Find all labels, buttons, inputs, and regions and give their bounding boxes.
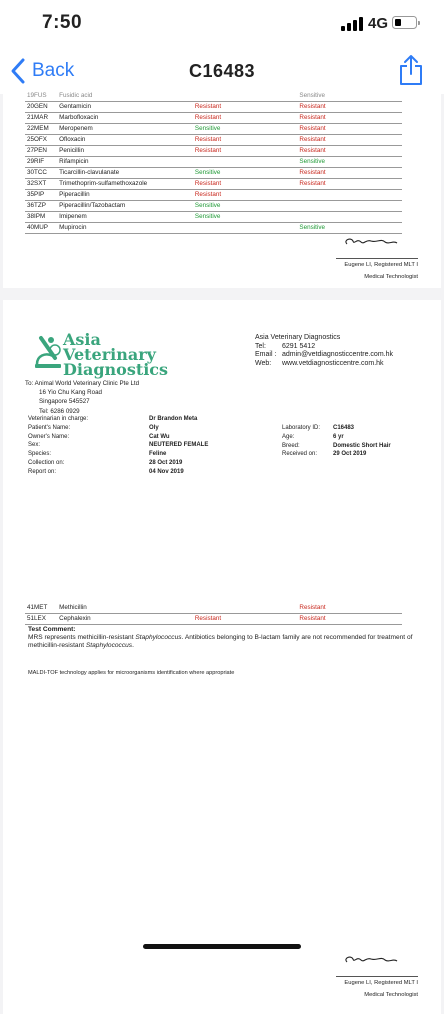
cell-name: Imipenem	[59, 213, 87, 220]
cell-code: 19FUS	[27, 92, 47, 99]
cell-name: Piperacillin/Tazobactam	[59, 202, 126, 209]
table-row	[25, 157, 402, 168]
document-viewer[interactable]	[0, 92, 444, 998]
info-row	[28, 468, 208, 477]
cell-code: 41MET	[27, 604, 48, 611]
cell-code: 22MEM	[27, 125, 49, 132]
table-row	[25, 201, 402, 212]
cell-code: 51LEX	[27, 615, 46, 622]
cell-r1: Resistant	[194, 180, 222, 187]
table-row	[25, 124, 402, 135]
cell-r2: Resistant	[299, 180, 326, 187]
cell-code: 35PIP	[27, 191, 45, 198]
signature-scribble-2	[341, 952, 401, 968]
cell-name: Trimethoprim-sulfamethoxazole	[59, 180, 148, 187]
cell-r1	[193, 91, 298, 102]
info-value: Dr Brandon Meta	[149, 416, 198, 422]
cell-r2: Resistant	[299, 136, 326, 143]
info-row	[28, 459, 208, 468]
signature-name: Eugene LI, Registered MLT I	[344, 262, 418, 268]
cell-r2	[297, 190, 402, 201]
table-row	[25, 223, 402, 234]
cell-name: Marbofloxacin	[59, 114, 99, 121]
signal-icon	[341, 17, 363, 31]
microscope-logo-icon	[33, 334, 63, 370]
status-bar	[0, 0, 444, 48]
info-label: Species:	[28, 451, 52, 458]
status-time: 7:50	[42, 12, 83, 33]
patient-info-left	[28, 415, 208, 477]
info-label: Breed:	[282, 442, 300, 449]
cell-code: 21MAR	[27, 114, 48, 121]
cell-r1: Sensitive	[194, 125, 221, 132]
table-row	[25, 135, 402, 146]
cell-name: Ticarcillin-clavulanate	[59, 169, 120, 176]
network-type: 4G	[368, 15, 389, 32]
cell-r2: Sensitive	[299, 92, 325, 99]
info-label: Patient's Name:	[28, 424, 71, 431]
signature-role: Medical Technologist	[364, 274, 418, 280]
cell-r2: Sensitive	[299, 158, 325, 165]
info-row	[282, 424, 391, 433]
patient-info-right	[282, 424, 391, 459]
brand-logo-text: Asia Veterinary Diagnostics	[63, 330, 169, 379]
cell-r1: Resistant	[194, 191, 222, 198]
lab-contact: Asia Veterinary Diagnostics Tel: 6291 5412 Email : admin@vetdiagnosticcentre.com.hk Web: www.vetdiagnosticcentre.com.hk	[255, 334, 393, 367]
table-row	[25, 91, 402, 102]
test-comment: Test Comment: MRS represents methicillin-resistant Staphylococcus. Antibiotics belonging to B-lactam family are not recommended for treatment of methicillin-resistant Staphylococcus.	[28, 626, 413, 650]
table-row	[25, 179, 402, 190]
table-row	[25, 113, 402, 124]
cell-code: 40MUP	[27, 224, 48, 231]
cell-name: Methicillin	[59, 604, 87, 611]
cell-r1: Sensitive	[194, 202, 221, 209]
info-label: Laboratory ID:	[282, 425, 321, 431]
antibiotic-table-2	[25, 603, 402, 625]
cell-code: 36TZP	[27, 202, 46, 209]
info-value: Feline	[149, 451, 167, 458]
cell-r1: Resistant	[194, 615, 222, 622]
nav-bar	[0, 48, 444, 94]
table-row	[25, 190, 402, 201]
info-value: 6 yr	[333, 433, 344, 440]
antibiotic-table	[25, 91, 402, 234]
info-value: 29 Oct 2019	[333, 451, 367, 458]
page-title: C16483	[188, 61, 256, 81]
cell-r1: Resistant	[194, 147, 222, 154]
maldi-note: MALDI-TOF technology applies for microorganisms identification where appropriate	[28, 670, 235, 676]
cell-r1	[193, 157, 298, 168]
info-row	[282, 450, 391, 459]
recipient-block: To: Animal World Veterinary Clinic Pte Ltd 16 Yio Chu Kang Road Singapore 545527 Tel: 6286 0929	[25, 380, 140, 415]
cell-code: 20GEN	[27, 103, 48, 110]
cell-r1	[193, 223, 298, 234]
cell-r1: Sensitive	[194, 169, 221, 176]
cell-r2	[297, 201, 402, 212]
cell-r1: Resistant	[194, 103, 222, 110]
info-value: C16483	[333, 425, 355, 431]
cell-r2	[297, 212, 402, 223]
signature-role-2: Medical Technologist	[364, 992, 418, 998]
table-row	[25, 603, 402, 614]
info-label: Sex:	[28, 442, 41, 449]
table-row	[25, 168, 402, 179]
cell-r2: Resistant	[299, 169, 326, 176]
cell-name: Cephalexin	[59, 615, 91, 622]
cell-name: Piperacillin	[59, 191, 90, 198]
cell-r2: Resistant	[299, 147, 326, 154]
cell-name: Ofloxacin	[59, 136, 86, 143]
cell-r1: Sensitive	[194, 213, 221, 220]
cell-r2: Resistant	[299, 125, 326, 132]
cell-r2: Resistant	[299, 615, 326, 622]
cell-name: Mupirocin	[59, 224, 87, 231]
back-label: Back	[32, 60, 75, 81]
cell-code: 38IPM	[27, 213, 46, 220]
info-label: Veterinarian in charge:	[28, 416, 89, 422]
info-row	[28, 415, 208, 424]
cell-code: 27PEN	[27, 147, 47, 154]
info-row	[282, 442, 391, 451]
info-value: Domestic Short Hair	[333, 442, 391, 449]
info-value: 28 Oct 2019	[149, 459, 183, 466]
info-label: Owner's Name:	[28, 433, 70, 440]
cell-code: 30TCC	[27, 169, 47, 176]
info-label: Received on:	[282, 451, 318, 458]
cell-code: 25OFX	[27, 136, 47, 143]
table-row	[25, 102, 402, 113]
cell-name: Penicillin	[59, 147, 85, 154]
home-indicator[interactable]	[143, 944, 301, 949]
info-value: Oly	[149, 424, 159, 431]
info-label: Report on:	[28, 468, 57, 475]
cell-code: 29RIF	[27, 158, 45, 165]
cell-r2: Resistant	[299, 114, 326, 121]
info-label: Age:	[282, 433, 295, 440]
info-value: Cat Wu	[149, 433, 170, 440]
signature-name-2: Eugene LI, Registered MLT I	[344, 980, 418, 986]
info-value: NEUTERED FEMALE	[149, 442, 209, 449]
cell-r2: Resistant	[299, 604, 326, 611]
cell-name: Gentamicin	[59, 103, 92, 110]
signature-scribble	[341, 234, 401, 250]
cell-name: Fusidic acid	[59, 92, 93, 99]
table-row	[25, 212, 402, 223]
table-row	[25, 614, 402, 625]
document-page-1	[3, 94, 441, 288]
cell-name: Rifampicin	[59, 158, 89, 165]
cell-r2: Sensitive	[299, 224, 325, 231]
share-icon[interactable]	[398, 54, 424, 86]
cell-name: Meropenem	[59, 125, 93, 132]
cell-r1: Resistant	[194, 136, 222, 143]
battery-icon	[392, 16, 417, 29]
table-row	[25, 146, 402, 157]
info-row	[28, 433, 208, 442]
info-row	[28, 450, 208, 459]
cell-r1: Resistant	[194, 114, 222, 121]
info-row	[28, 424, 208, 433]
document-page-2	[3, 300, 441, 1014]
cell-code: 32SXT	[27, 180, 47, 187]
info-value: 04 Nov 2019	[149, 468, 184, 475]
cell-r2: Resistant	[299, 103, 326, 110]
info-label: Collection on:	[28, 459, 65, 466]
info-row	[282, 433, 391, 442]
info-row	[28, 441, 208, 450]
cell-r1	[193, 603, 298, 614]
